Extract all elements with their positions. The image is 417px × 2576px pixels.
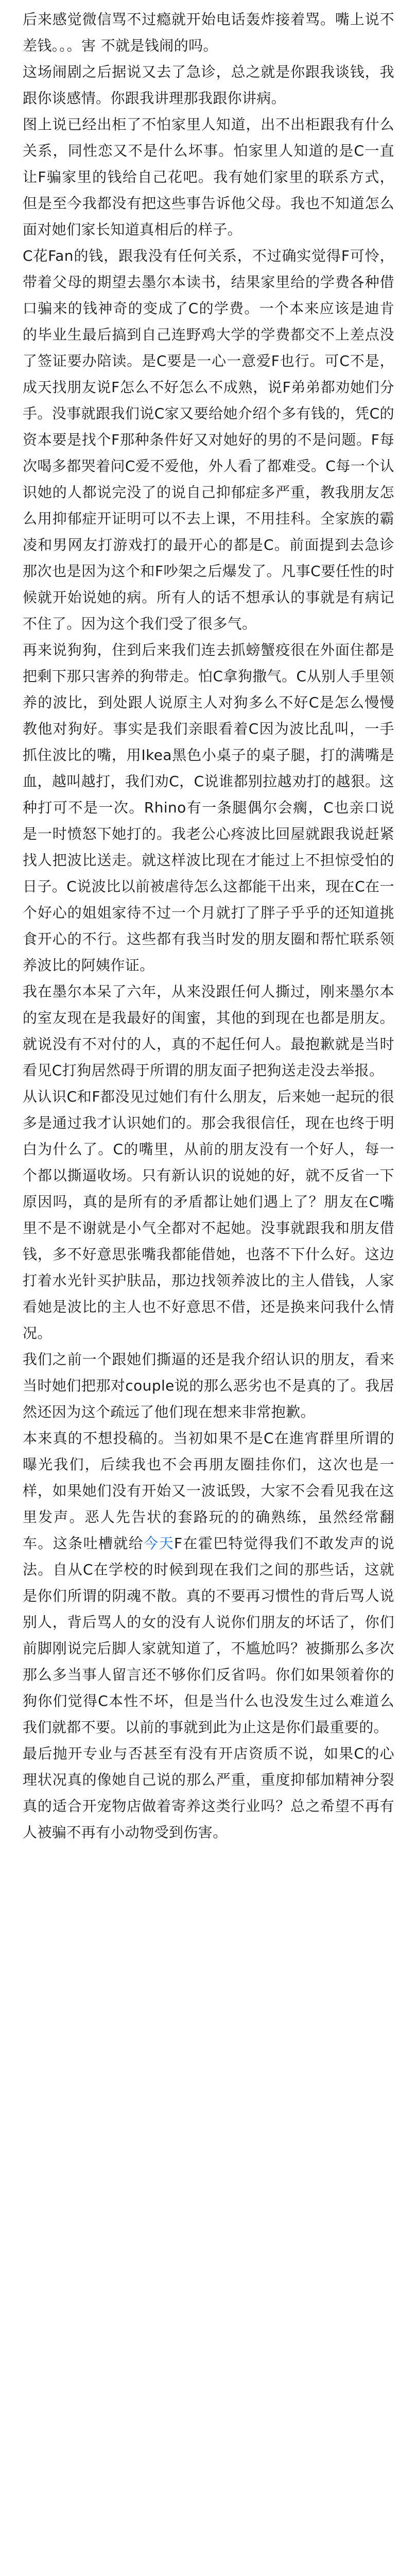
article-paragraph-2: 这场闹剧之后据说又去了急诊，总之就是你跟我谈钱，我跟你谈感情。你跟我讲理那我跟你讲病。 <box>23 63 394 107</box>
article-paragraph-1: 后来感觉微信骂不过瘾就开始电话轰炸接着骂。嘴上说不差钱。。。害 不就是钱闹的吗。 <box>23 11 394 54</box>
article-paragraph-5: 再来说狗狗，住到后来我们连去抓螃蟹疫很在外面住都是把剩下那只害养的狗带走。怕C拿狗撒气。C从别人手里领养的波比，到处跟人说原主人对狗多么不好C是怎么慢慢教他对狗好。事实是我们亲眼看着C因为波比乱叫，一手抓住波比的嘴，用Ikea黑色小桌子的桌子腿，打的满嘴是血，越叫越打，我们劝C，C说谁都别拉越劝打的越狠。这种打可不是一次。Rhino有一条腿偶尔会瘸，C也亲口说是一时愤怒下她打的。我老公心疼波比回屋就跟我说赶紧找人把波比送走。就这样波比现在才能过上不担惊受怕的日子。C说波比以前被虐待怎么这都能干出来，现在C在一个好心的姐姐家待不过一个月就打了胖子乎乎的还知道挑食开心的不行。这些都有我当时发的朋友圈和帮忙联系领养波比的阿姨作证。 <box>23 641 394 974</box>
article-paragraph-8: 我们之前一个跟她们撕逼的还是我介绍认识的朋友，看来当时她们把那对couple说的那么恶劣也不是真的了。我居然还因为这个疏远了他们现在想来非常抱歉。 <box>23 1351 394 1420</box>
article-paragraph-4: C花Fan的钱，跟我没有任何关系，不过确实觉得F可怜，带着父母的期望去墨尔本读书，结果家里给的学费各种借口骗来的钱神奇的变成了C的学费。一个本来应该是迪肯的毕业生最后搞到自己连野鸡大学的学费都交不上差点没了签证要办陪读。是C要是一心一意爱F也行。可C不是，成天找朋友说F怎么不好怎么不成熟，说F弟弟都劝她们分手。没事就跟我们说C家又要给她介绍个多有钱的，凭C的资本要是找个F那种条件好又对她好的男的不是问题。F每次喝多都哭着问C爱不爱他，外人看了都难受。C每一个认识她的人都说完没了的说自己抑郁症多严重，教我朋友怎么用抑郁症开证明可以不去上课，不用挂科。全家族的霸凌和男网友打游戏打的最开心的都是C。前面提到去急诊那次也是因为这个和F吵架之后爆发了。凡事C要任性的时候就开始说她的病。所有人的话不想承认的事就是有病记不住了。因为这个我们受了很多气。 <box>23 247 394 632</box>
article-paragraph-7: 从认识C和F都没见过她们有什么朋友，后来她一起玩的很多是通过我才认识她们的。那会我很信任，现在也终于明白为什么了。C的嘴里，从前的朋友没有一个好人，每一个都以撕逼收场。只有新认识的说她的好，就不反省一下原因吗，真的是所有的矛盾都让她们遇上了？朋友在C嘴里不是不谢就是小气全都对不起她。没事就跟我和朋友借钱，多不好意思张嘴我都能借她，也落不下什么好。这边打着水光针买护肤品，那边找领养波比的主人借钱，人家看她是波比的主人也不好意思不借，还是换来问我什么情况。 <box>23 1088 394 1342</box>
highlighted-name-link[interactable]: 今天 <box>144 1535 174 1552</box>
article-paragraph-3: 图上说已经出柜了不怕家里人知道，出不出柜跟我有什么关系，同性恋又不是什么坏事。怕家里人知道的是C一直让F骗家里的钱给自己花吧。我有她们家里的联系方式，但是至今我都没有把这些事告诉他父母。我也不知道怎么面对她们家长知道真相后的样子。 <box>23 116 394 238</box>
article-paragraph-9: 本来真的不想投稿的。当初如果不是C在進宵群里所谓的曝光我们，后续我也不会再朋友圈挂你们，这次也是一样，如果她们没有开始又一波诋毁，大家不会看见我在这里发声。恶人先告状的套路玩的的确熟练，虽然经常翻车。这条吐槽就给今天F在霍巴特觉得我们不敢发声的说法。自从C在学校的时候到现在我们之间的那些话，这就是你们所谓的阴魂不散。真的不要再习惯性的背后骂人说别人，背后骂人的女的没有人说你们朋友的坏话了，你们前脚刚说完后脚人家就知道了，不尴尬吗？被撕那么多次那么多当事人留言还不够你们反省吗。你们如果领着你的狗你们觉得C本性不坏，但是当什么也没发生过么难道么我们就都不要。以前的事就到此为止这是你们最重要的。 <box>23 1430 395 1736</box>
article-paragraph-10: 最后抛开专业与否甚至有没有开店资质不说，如果C的心理状况真的像她自己说的那么严重，重度抑郁加精神分裂真的适合开宠物店做着寄养这类行业吗？总之希望不再有人被骗不再有小动物受到伤害。 <box>23 1745 394 1841</box>
article-paragraph-6: 我在墨尔本呆了六年，从来没跟任何人撕过，刚来墨尔本的室友现在是我最好的闺蜜，其他的到现在也都是朋友。就说没有不对付的人，真的不起任何人。最抱歉就是当时看见C打狗居然碍于所谓的朋友面子把狗送走没去举报。 <box>23 983 394 1079</box>
